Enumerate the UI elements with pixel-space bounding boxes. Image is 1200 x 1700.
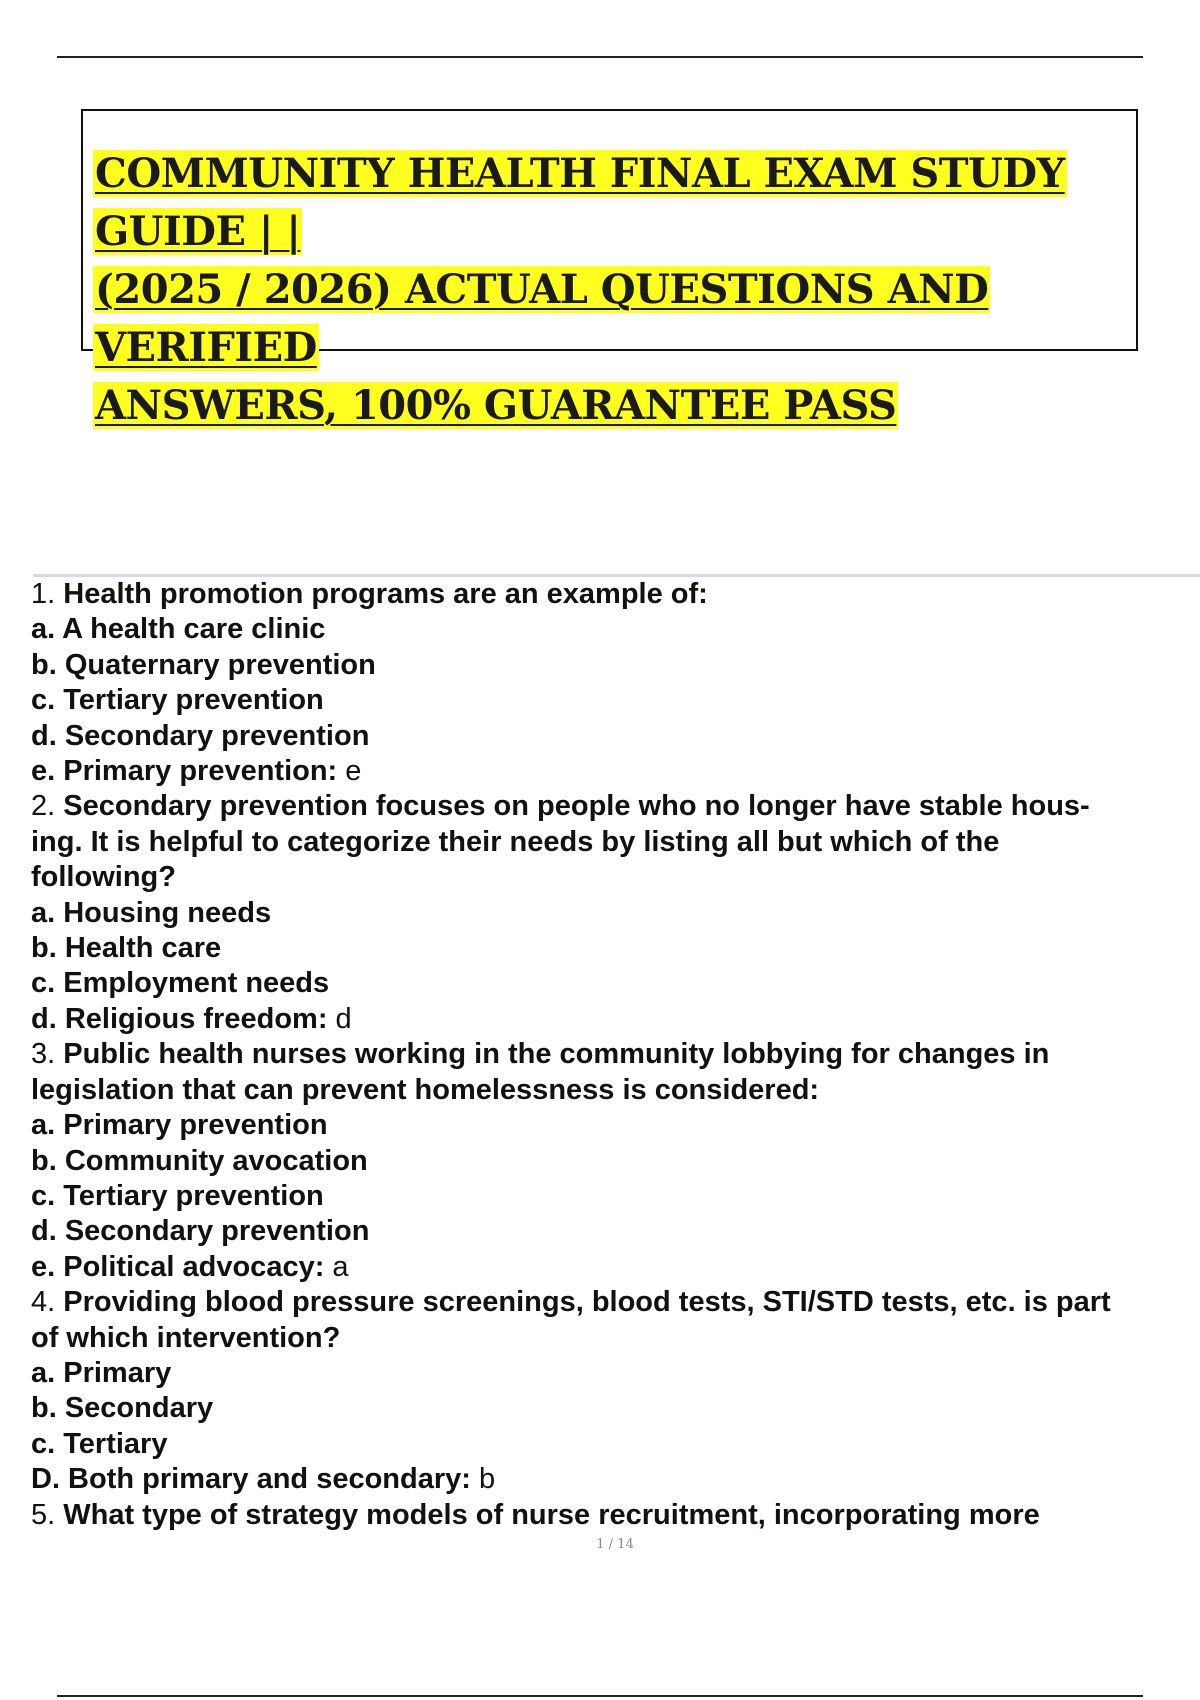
text-line: [31, 1427, 1200, 1462]
text-line: [31, 612, 1200, 647]
answer-key: a: [324, 1250, 349, 1283]
text-line: [31, 1462, 1200, 1497]
question-number: 2.: [31, 790, 56, 823]
answer-key: e: [337, 755, 362, 788]
title-box: [81, 109, 1138, 429]
line-text: b. Community avocation: [31, 1144, 368, 1177]
question-number: 5.: [31, 1498, 56, 1531]
text-line: [31, 1250, 1200, 1285]
question-number: 1.: [31, 578, 56, 610]
line-text: c. Tertiary prevention: [31, 684, 324, 717]
line-text: c. Tertiary: [31, 1427, 168, 1460]
line-text: b. Health care: [31, 932, 222, 965]
question-line: [31, 789, 1200, 824]
top-rule: [57, 56, 1143, 58]
line-text: a. A health care clinic: [31, 613, 326, 646]
text-line: [31, 648, 1200, 683]
text-line: [31, 1002, 1200, 1037]
text-line: [31, 966, 1200, 1001]
line-text: Public health nurses working in the community lobbying for changes in: [63, 1038, 1050, 1071]
question-number: 3.: [31, 1038, 56, 1071]
line-text: d. Secondary prevention: [31, 719, 370, 752]
question-list: [31, 577, 1200, 1533]
text-line: [31, 1356, 1200, 1391]
page-number: 1 / 14: [596, 1537, 634, 1552]
line-text: c. Tertiary prevention: [31, 1179, 324, 1212]
title-line-3: ANSWERS, 100% GUARANTEE PASS: [95, 382, 897, 429]
line-text: of which intervention?: [31, 1321, 341, 1354]
question-line: [31, 1037, 1200, 1072]
text-line: [31, 1179, 1200, 1214]
text-line: [31, 1073, 1200, 1108]
line-text: e. Political advocacy:: [31, 1250, 325, 1283]
text-line: [31, 931, 1200, 966]
text-line: [31, 719, 1200, 754]
text-line: [31, 1214, 1200, 1249]
answer-key: b: [470, 1463, 496, 1496]
line-text: c. Employment needs: [31, 967, 330, 1000]
line-text: b. Quaternary prevention: [31, 648, 376, 681]
line-text: ing. It is helpful to categorize their needs by listing all but which of the: [31, 825, 1000, 858]
text-line: [31, 1391, 1200, 1426]
question-line: [31, 577, 1200, 612]
line-text: a. Primary prevention: [31, 1109, 328, 1142]
line-text: following?: [31, 861, 176, 894]
text-line: [31, 825, 1200, 860]
bottom-rule: [57, 1695, 1143, 1697]
line-text: d. Secondary prevention: [31, 1215, 370, 1248]
question-line: [31, 1498, 1200, 1533]
text-line: [31, 1108, 1200, 1143]
text-line: [31, 860, 1200, 895]
line-text: b. Secondary: [31, 1392, 214, 1425]
title-line-1: COMMUNITY HEALTH FINAL EXAM STUDY GUIDE | |: [95, 150, 1065, 255]
line-text: a. Housing needs: [31, 896, 272, 929]
text-line: [31, 683, 1200, 718]
line-text: Secondary prevention focuses on people who no longer have stable hous-: [63, 790, 1090, 823]
document-title: [93, 145, 1123, 435]
text-line: [31, 754, 1200, 789]
text-line: [31, 1321, 1200, 1356]
question-line: [31, 1285, 1200, 1320]
line-text: What type of strategy models of nurse recruitment, incorporating more: [63, 1498, 1040, 1531]
line-text: D. Both primary and secondary:: [31, 1463, 471, 1496]
question-number: 4.: [31, 1286, 56, 1319]
line-text: e. Primary prevention:: [31, 755, 338, 788]
text-line: [31, 1144, 1200, 1179]
line-text: legislation that can prevent homelessness is considered:: [31, 1073, 820, 1106]
line-text: Health promotion programs are an example of:: [63, 578, 708, 610]
title-line-2: (2025 / 2026) ACTUAL QUESTIONS AND VERIFIED: [95, 266, 989, 371]
text-line: [31, 896, 1200, 931]
line-text: d. Religious freedom:: [31, 1002, 328, 1035]
answer-key: d: [327, 1002, 352, 1035]
line-text: a. Primary: [31, 1356, 172, 1389]
line-text: Providing blood pressure screenings, blood tests, STI/STD tests, etc. is part: [63, 1286, 1111, 1319]
